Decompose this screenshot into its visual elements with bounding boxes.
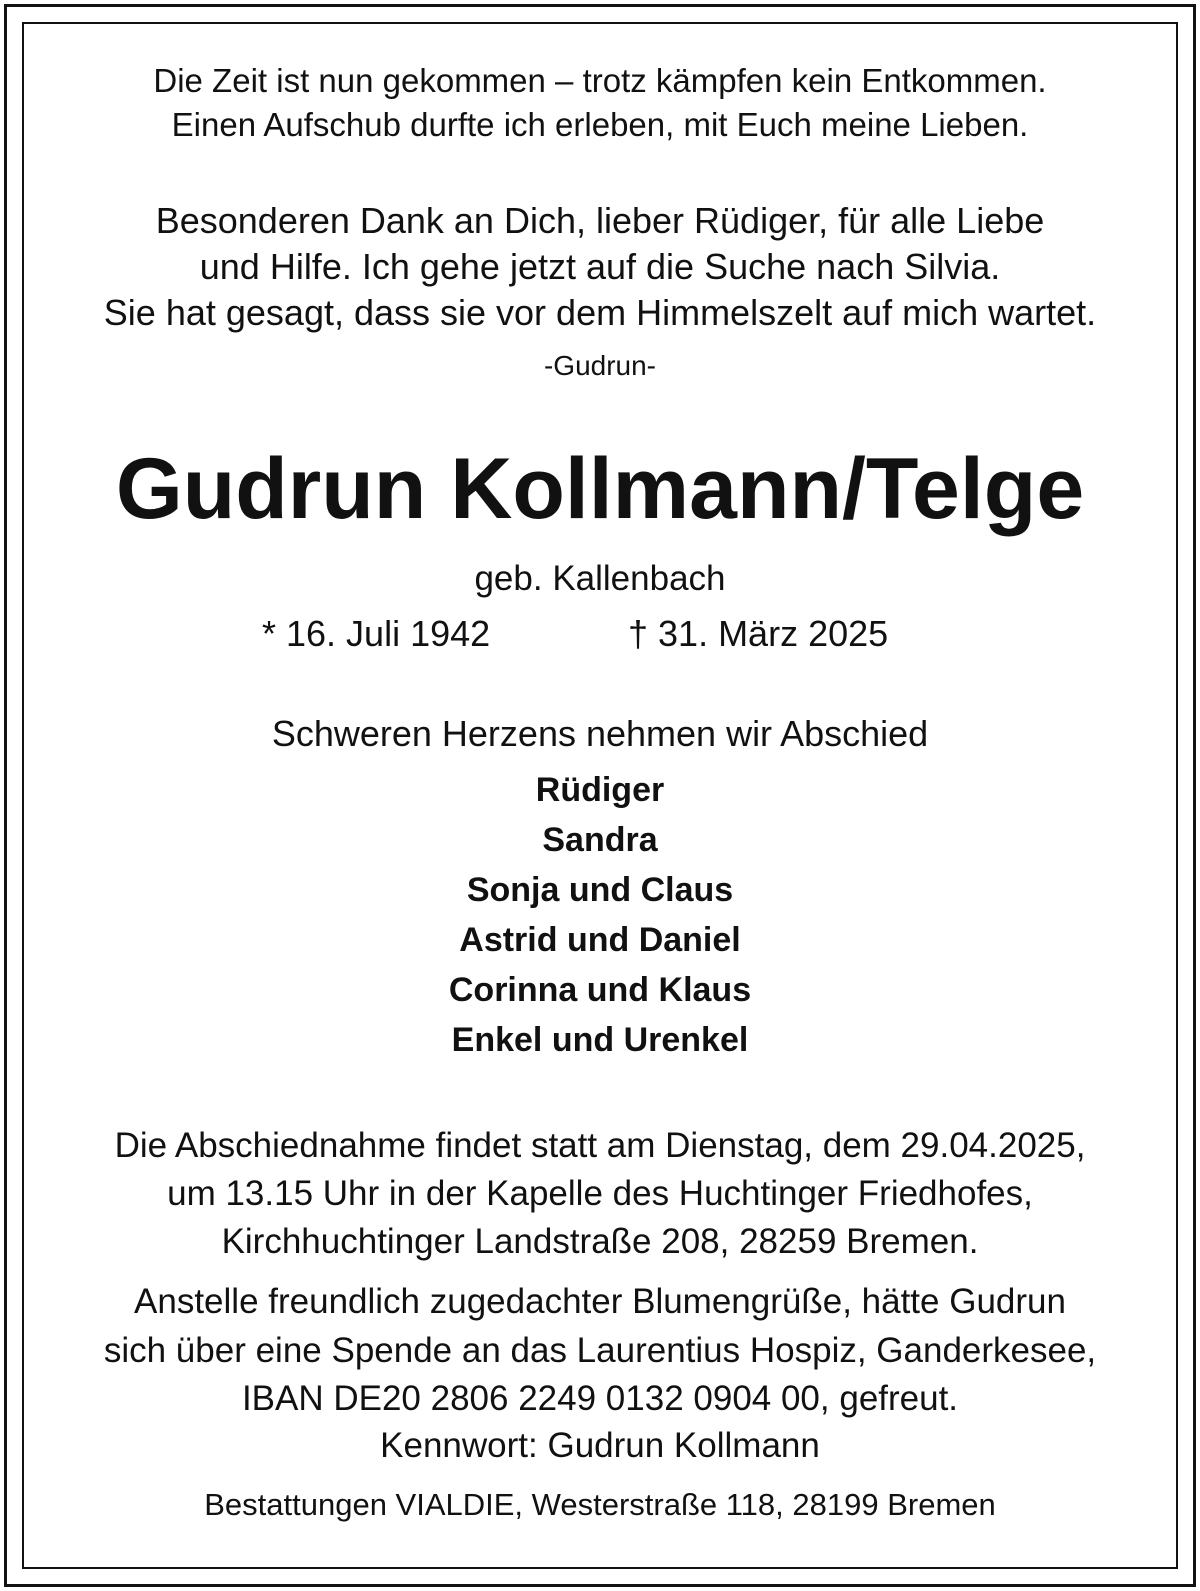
birth-date: * 16. Juli 1942 bbox=[262, 613, 491, 654]
poem-line-1: Die Zeit ist nun gekommen – trotz kämpfen kein Entkommen. bbox=[153, 62, 1047, 99]
mourner-name: Enkel und Urenkel bbox=[451, 1021, 749, 1059]
thanks-line-3: Sie hat gesagt, dass sie vor dem Himmelszelt auf mich wartet. bbox=[103, 292, 1097, 333]
ceremony-line-3: Kirchhuchtinger Landstraße 208, 28259 Bremen. bbox=[221, 1222, 979, 1261]
maiden-name: geb. Kallenbach bbox=[474, 559, 726, 598]
thanks-line-1: Besonderen Dank an Dich, lieber Rüdiger, für alle Liebe bbox=[155, 200, 1045, 241]
donation-line-1: Anstelle freundlich zugedachter Blumengrüße, hätte Gudrun bbox=[134, 1282, 1066, 1321]
donation-line-4: Kennwort: Gudrun Kollmann bbox=[380, 1426, 820, 1465]
mourners-intro: Schweren Herzens nehmen wir Abschied bbox=[271, 713, 929, 754]
signature: -Gudrun- bbox=[543, 350, 657, 381]
mourner-name: Corinna und Klaus bbox=[448, 971, 752, 1009]
mourner-name: Sonja und Claus bbox=[466, 871, 734, 909]
mourner-name: Rüdiger bbox=[535, 771, 665, 809]
life-dates bbox=[0, 613, 1200, 656]
ceremony-line-1: Die Abschiednahme findet statt am Dienstag, dem 29.04.2025, bbox=[114, 1126, 1086, 1165]
poem-line-2: Einen Aufschub durfte ich erleben, mit Euch meine Lieben. bbox=[171, 106, 1029, 143]
donation-line-2: sich über eine Spende an das Laurentius Hospiz, Ganderkesee, bbox=[103, 1331, 1097, 1370]
mourner-name: Astrid und Daniel bbox=[459, 921, 741, 959]
donation-line-3: IBAN DE20 2806 2249 0132 0904 00, gefreut. bbox=[241, 1379, 959, 1418]
undertaker-info: Bestattungen VIALDIE, Westerstraße 118, 28199 Bremen bbox=[204, 1487, 996, 1522]
mourner-name: Sandra bbox=[542, 821, 658, 859]
ceremony-line-2: um 13.15 Uhr in der Kapelle des Huchtinger Friedhofes, bbox=[167, 1174, 1033, 1213]
thanks-line-2: und Hilfe. Ich gehe jetzt auf die Suche nach Silvia. bbox=[199, 246, 1001, 287]
death-date: † 31. März 2025 bbox=[628, 613, 889, 654]
deceased-name: Gudrun Kollmann/Telge bbox=[115, 441, 1085, 537]
